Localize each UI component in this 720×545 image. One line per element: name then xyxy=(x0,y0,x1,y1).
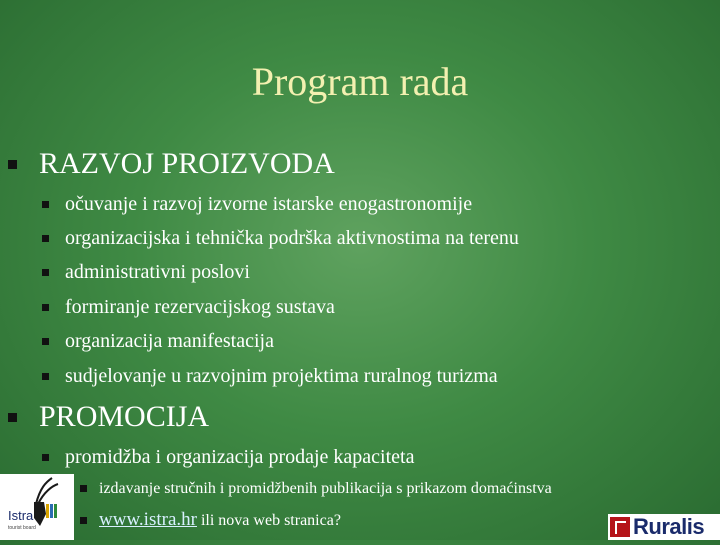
square-bullet-icon xyxy=(80,517,87,524)
square-bullet-icon xyxy=(42,373,49,380)
square-bullet-icon xyxy=(42,304,49,311)
square-bullet-icon xyxy=(80,485,87,492)
list-item-text: formiranje rezervacijskog sustava xyxy=(65,296,335,318)
list-item-text: organizacija manifestacija xyxy=(65,330,274,352)
square-bullet-icon xyxy=(42,269,49,276)
section-heading-text: PROMOCIJA xyxy=(39,400,210,433)
istra-logo-text: Istra xyxy=(8,508,34,523)
sub-list-item-web xyxy=(80,509,341,532)
ruralis-mark-icon xyxy=(610,517,630,537)
square-bullet-icon xyxy=(42,454,49,461)
list-item xyxy=(42,259,250,285)
list-item xyxy=(42,328,274,354)
list-item xyxy=(42,225,519,251)
section-heading-razvoj xyxy=(8,146,335,182)
sub-list-item-text: izdavanje stručnih i promidžbenih publikacija s prikazom domaćinstva xyxy=(99,480,552,497)
list-item xyxy=(42,191,472,217)
square-bullet-icon xyxy=(8,413,17,422)
istra-logo-subtext: tourist board xyxy=(8,525,36,531)
list-item-text: promidžba i organizacija prodaje kapaciteta xyxy=(65,446,415,468)
slide-title: Program rada xyxy=(251,59,469,104)
square-bullet-icon xyxy=(42,338,49,345)
web-link[interactable]: www.istra.hr xyxy=(99,509,197,530)
list-item xyxy=(42,444,414,470)
ruralis-logo xyxy=(608,514,720,540)
list-item-text: administrativni poslovi xyxy=(65,261,250,283)
ruralis-logo-text: Ruralis xyxy=(633,514,705,539)
istra-logo xyxy=(0,474,74,540)
square-bullet-icon xyxy=(8,160,17,169)
web-link-suffix: ili nova web stranica? xyxy=(196,512,341,529)
section-heading-text: RAZVOJ PROIZVODA xyxy=(39,147,335,180)
list-item-text: očuvanje i razvoj izvorne istarske enogastronomije xyxy=(65,193,473,215)
section-heading-promocija xyxy=(8,399,209,435)
list-item xyxy=(42,363,498,389)
square-bullet-icon xyxy=(42,235,49,242)
list-item-text: organizacijska i tehnička podrška aktivnostima na terenu xyxy=(65,227,519,249)
list-item-text: sudjelovanje u razvojnim projektima ruralnog turizma xyxy=(65,365,498,387)
sub-list-item xyxy=(80,478,552,500)
square-bullet-icon xyxy=(42,201,49,208)
list-item xyxy=(42,294,335,320)
